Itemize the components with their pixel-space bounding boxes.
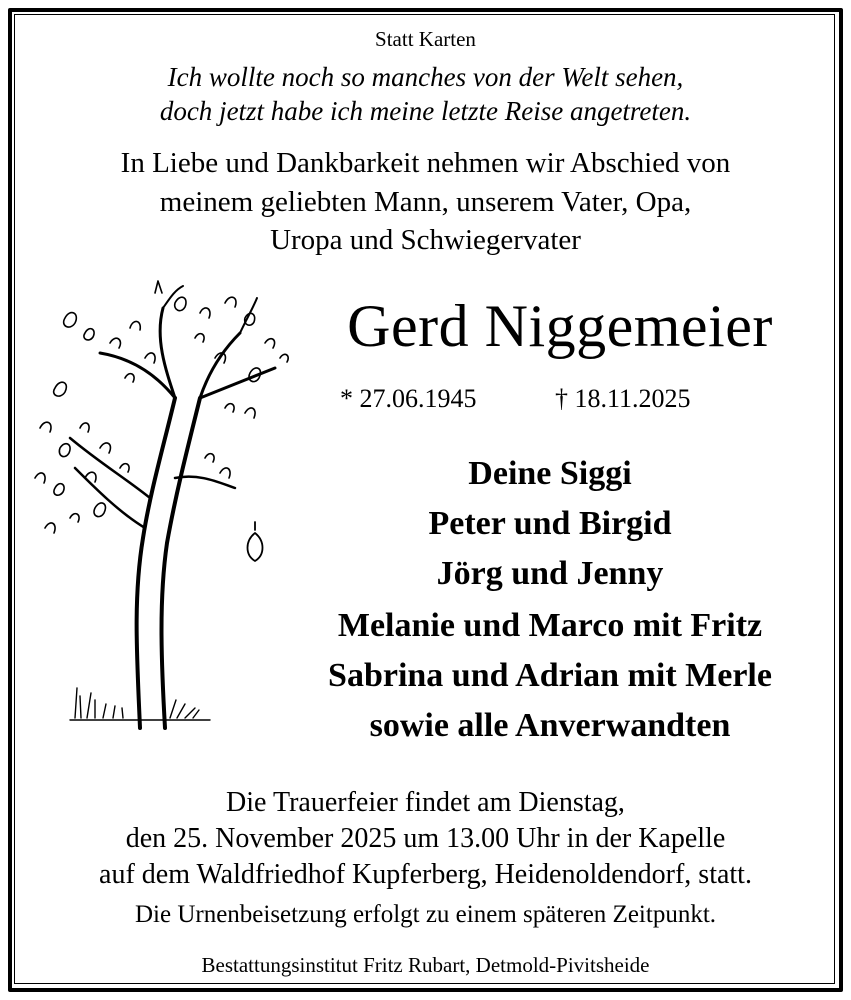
motto-line-2: doch jetzt habe ich meine letzte Reise angetreten. <box>159 96 692 126</box>
family-member-line: sowie alle Anverwandten <box>369 707 731 744</box>
birth-date: * 27.06.1945 <box>340 384 477 413</box>
deceased-name: Gerd Niggemeier <box>347 293 773 359</box>
intro-line-2: meinem geliebten Mann, unserem Vater, Opa, <box>159 186 692 218</box>
intro-line-3: Uropa und Schwiegervater <box>270 224 581 256</box>
motto-line-1: Ich wollte noch so manches von der Welt sehen, <box>167 62 684 92</box>
family-member-line: Jörg und Jenny <box>436 555 664 592</box>
header-statt-karten: Statt Karten <box>375 27 476 51</box>
service-line-4: Die Urnenbeisetzung erfolgt zu einem späteren Zeitpunkt. <box>134 901 717 928</box>
tree-drawing-icon <box>25 278 295 758</box>
service-line-3: auf dem Waldfriedhof Kupferberg, Heidenoldendorf, statt. <box>99 859 752 890</box>
funeral-home: Bestattungsinstitut Fritz Rubart, Detmold-Pivitsheide <box>201 953 650 977</box>
family-member-line: Melanie und Marco mit Fritz <box>337 607 763 644</box>
service-line-1: Die Trauerfeier findet am Dienstag, <box>226 787 625 818</box>
death-date: † 18.11.2025 <box>555 384 691 413</box>
family-member-line: Sabrina und Adrian mit Merle <box>328 657 772 694</box>
service-line-2: den 25. November 2025 um 13.00 Uhr in der Kapelle <box>125 823 726 854</box>
intro-line-1: In Liebe und Dankbarkeit nehmen wir Abschied von <box>120 147 731 179</box>
family-member-line: Peter und Birgid <box>428 505 672 542</box>
family-member-line: Deine Siggi <box>468 455 632 492</box>
